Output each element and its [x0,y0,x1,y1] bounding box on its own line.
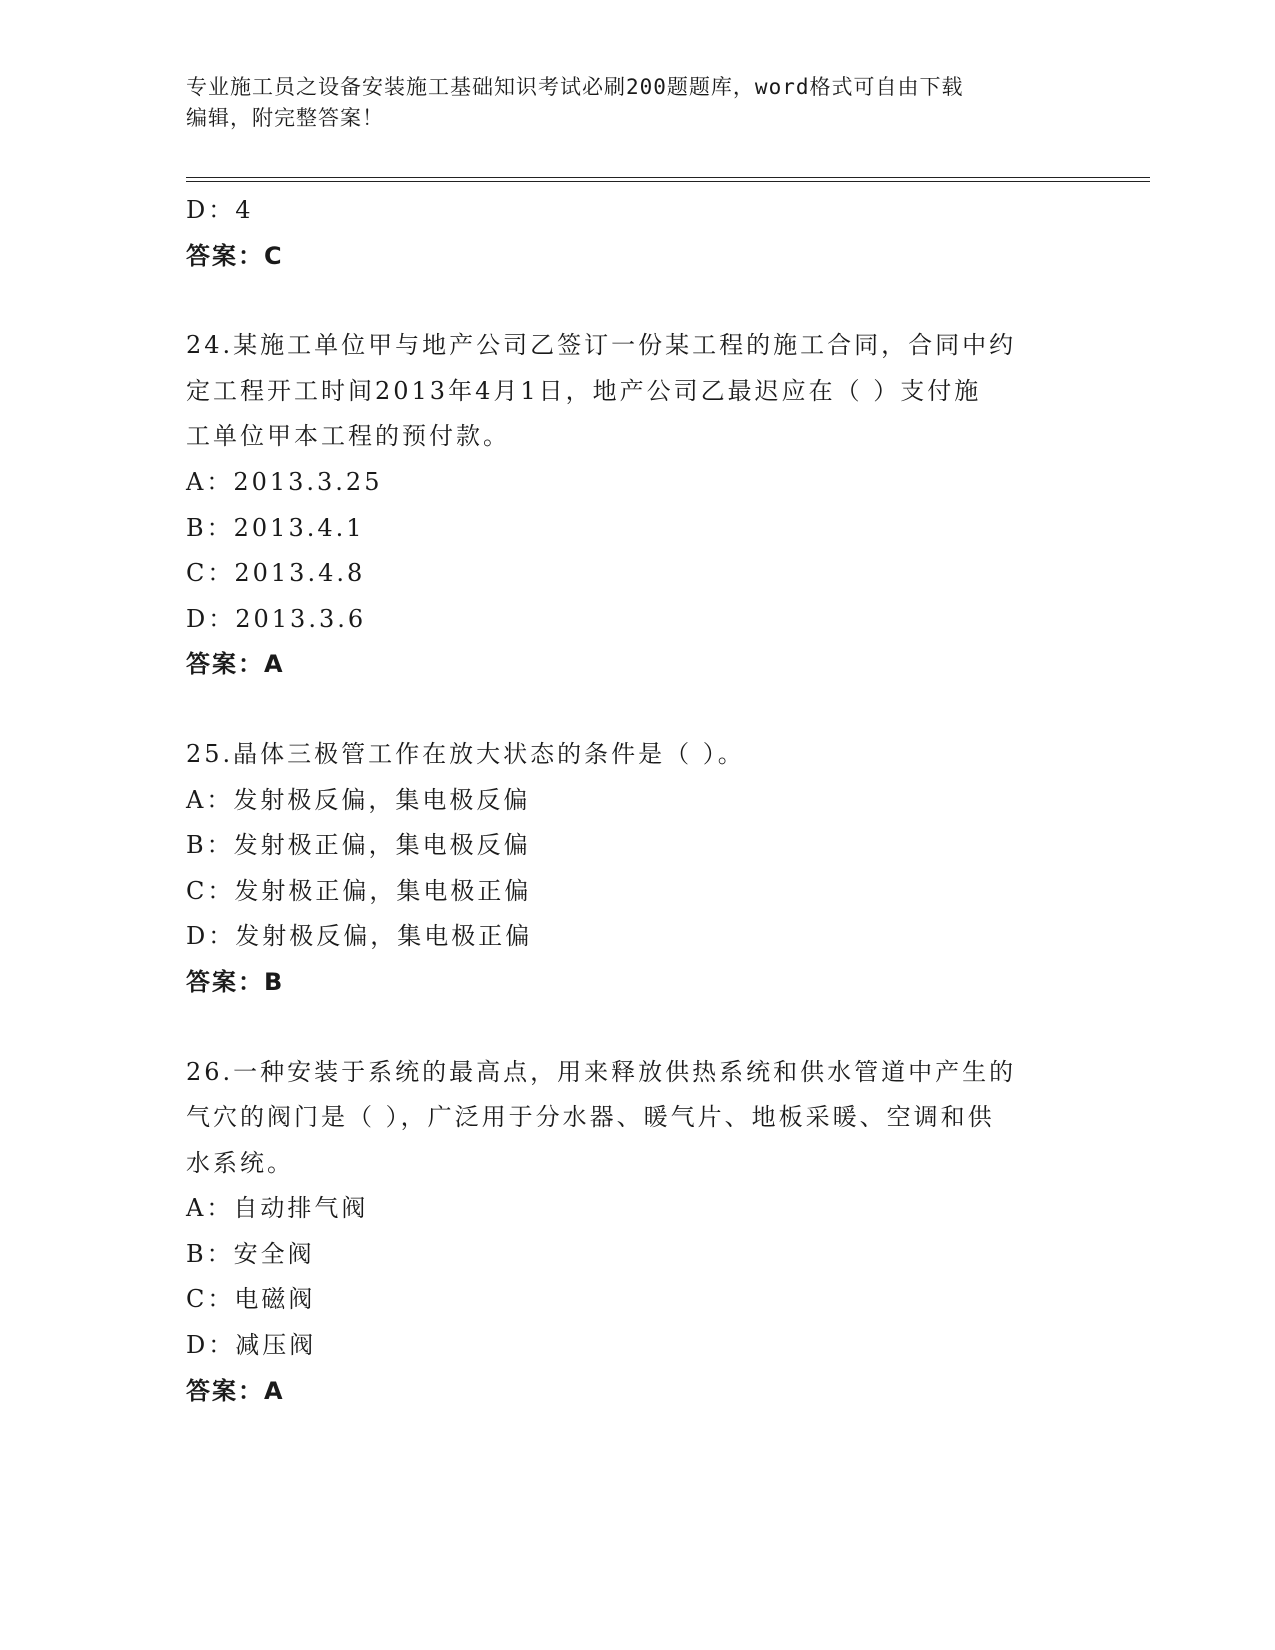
question-stem-line: 定工程开工时间2013年4月1日，地产公司乙最迟应在（ ）支付施 [186,376,982,405]
option-d: D：2013.3.6 [186,604,367,633]
option-c: C：2013.4.8 [186,559,366,588]
option-c: C：发射极正偏，集电极正偏 [186,876,532,905]
answer-line: 答案：A [186,650,285,679]
option-b: B：安全阀 [186,1239,315,1268]
question-stem-line: 26.一种安装于系统的最高点，用来释放供热系统和供水管道中产生的 [186,1057,1017,1086]
option-d: D：发射极反偏，集电极正偏 [186,922,533,951]
question-stem-line: 25.晶体三极管工作在放大状态的条件是（ ）。 [186,739,745,768]
spacer [186,279,1086,323]
option-a: A：发射极反偏，集电极反偏 [186,785,531,814]
page-header [186,72,1066,134]
question-26 [186,1050,1086,1415]
header-rule-bottom [186,181,1150,182]
question-stem-line: 水系统。 [186,1148,294,1177]
option-b: B：发射极正偏，集电极反偏 [186,831,531,860]
option-c: C：电磁阀 [186,1285,316,1314]
option-d: D：4 [186,196,254,224]
spacer [186,1006,1086,1050]
header-line-1: 专业施工员之设备安装施工基础知识考试必刷200题题库，word格式可自由下载 [186,75,964,99]
question-25 [186,732,1086,1006]
option-a: A：2013.3.25 [186,467,383,496]
header-rule-top [186,177,1150,178]
question-stem-line: 工单位甲本工程的预付款。 [186,422,510,451]
option-a: A：自动排气阀 [186,1194,369,1223]
spacer [186,688,1086,732]
option-b: B：2013.4.1 [186,513,365,542]
answer-line: 答案：B [186,967,285,996]
document-body [186,188,1086,1414]
question-stem-line: 气穴的阀门是（ ），广泛用于分水器、暖气片、地板采暖、空调和供 [186,1103,995,1132]
question-24 [186,323,1086,688]
header-line-2: 编辑，附完整答案！ [186,106,384,130]
question-stem-line: 24.某施工单位甲与地产公司乙签订一份某工程的施工合同，合同中约 [186,331,1017,360]
answer-line: 答案：C [186,241,284,270]
option-d: D：减压阀 [186,1331,317,1360]
answer-line: 答案：A [186,1376,285,1405]
